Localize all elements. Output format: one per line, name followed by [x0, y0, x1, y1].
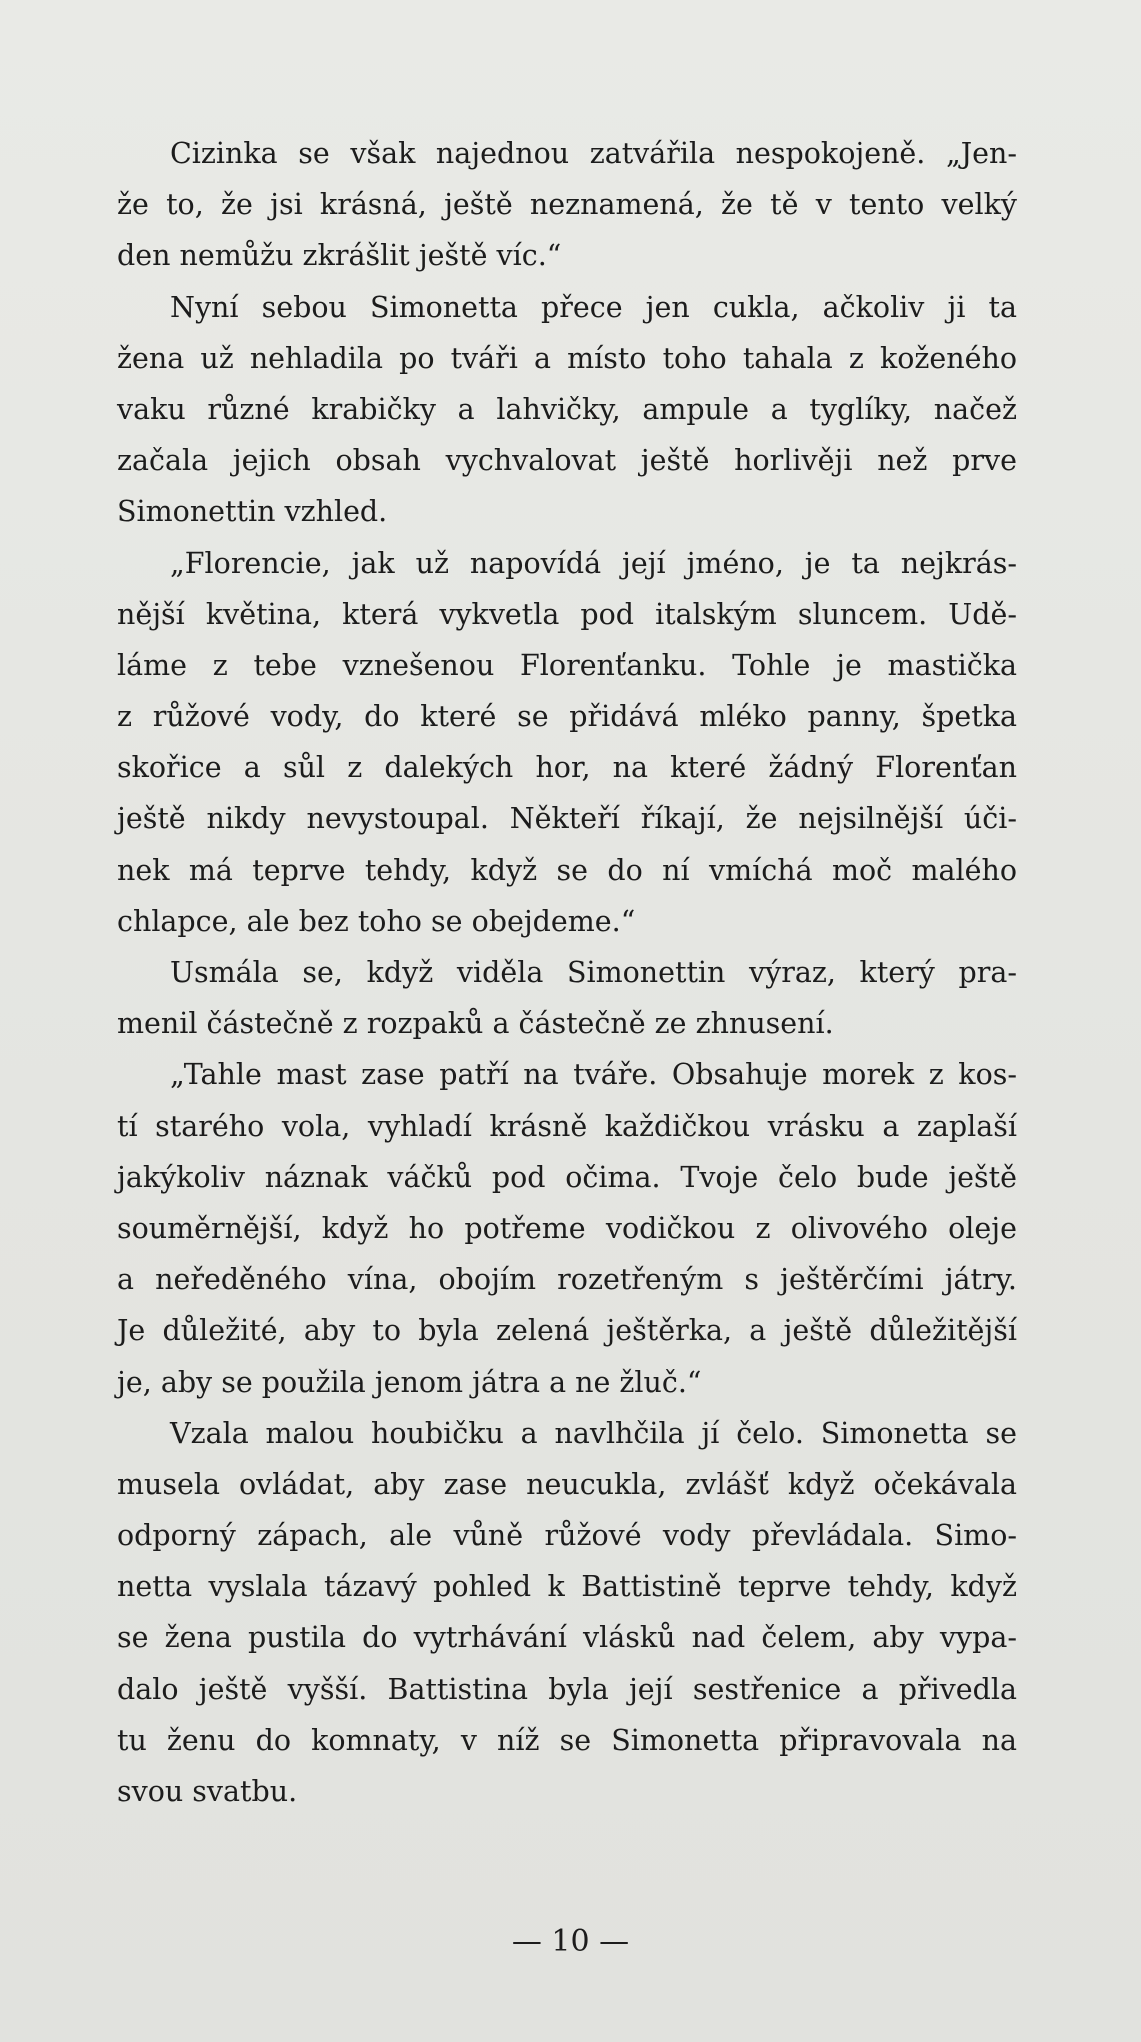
text-line: a neředěného vína, obojím rozetřeným s ještěrčími játry.	[117, 1263, 1017, 1297]
text-line: souměrnější, když ho potřeme vodičkou z olivového oleje	[117, 1211, 1017, 1245]
text-line: tu ženu do komnaty, v níž se Simonetta připravovala na	[117, 1723, 1017, 1757]
text-line: Vzala malou houbičku a navlhčila jí čelo. Simonetta se	[170, 1416, 1017, 1450]
text-line: jakýkoliv náznak váčků pod očima. Tvoje čelo bude ještě	[117, 1160, 1017, 1194]
text-line: nek má teprve tehdy, když se do ní vmíchá moč malého	[117, 853, 1017, 887]
text-line: dalo ještě vyšší. Battistina byla její sestřenice a přivedla	[117, 1672, 1017, 1706]
text-line: začala jejich obsah vychvalovat ještě horlivěji než prve	[117, 444, 1017, 478]
text-line: „Tahle mast zase patří na tváře. Obsahuje morek z kos-	[170, 1058, 1017, 1092]
text-line: tí starého vola, vyhladí krásně každičkou vrásku a zaplaší	[117, 1109, 1017, 1143]
text-line: „Florencie, jak už napovídá její jméno, je ta nejkrás-	[170, 546, 1017, 580]
text-line: svou svatbu.	[117, 1775, 298, 1808]
text-line: vaku různé krabičky a lahvičky, ampule a tyglíky, načež	[117, 392, 1017, 426]
text-line: skořice a sůl z dalekých hor, na které žádný Florenťan	[117, 751, 1017, 785]
text-line: ještě nikdy nevystoupal. Někteří říkají, že nejsilnější úči-	[117, 802, 1017, 836]
text-line: menil částečně z rozpaků a částečně ze zhnusení.	[117, 1007, 834, 1041]
page-number: — 10 —	[511, 1924, 630, 1959]
text-line: láme z tebe vznešenou Florenťanku. Tohle je mastička	[117, 648, 1017, 682]
text-line: žena už nehladila po tváři a místo toho tahala z koženého	[117, 341, 1017, 375]
text-line: že to, že jsi krásná, ještě neznamená, že tě v tento velký	[117, 188, 1017, 222]
text-line: musela ovládat, aby zase neucukla, zvlášť když očekávala	[117, 1467, 1017, 1501]
text-line: odporný zápach, ale vůně růžové vody převládala. Simo-	[117, 1519, 1017, 1553]
text-line: Cizinka se však najednou zatvářila nespokojeně. „Jen-	[170, 137, 1017, 170]
text-line: se žena pustila do vytrhávání vlásků nad čelem, aby vypa-	[117, 1621, 1017, 1655]
text-line: chlapce, ale bez toho se obejdeme.“	[117, 904, 636, 938]
text-line: Simonettin vzhled.	[117, 495, 388, 529]
text-line: je, aby se použila jenom játra a ne žluč.“	[117, 1365, 702, 1399]
body-text	[117, 128, 1017, 1817]
text-line: netta vyslala tázavý pohled k Battistině teprve tehdy, když	[117, 1570, 1017, 1604]
text-line: Nyní sebou Simonetta přece jen cukla, ačkoliv ji ta	[170, 290, 1017, 324]
text-line: nější květina, která vykvetla pod italským sluncem. Udě-	[117, 597, 1017, 631]
text-line: Usmála se, když viděla Simonettin výraz, který pra-	[170, 956, 1017, 989]
text-line: den nemůžu zkrášlit ještě víc.“	[117, 239, 562, 273]
text-line: z růžové vody, do které se přidává mléko panny, špetka	[117, 700, 1017, 734]
text-line: Je důležité, aby to byla zelená ještěrka, a ještě důležitější	[117, 1314, 1017, 1348]
